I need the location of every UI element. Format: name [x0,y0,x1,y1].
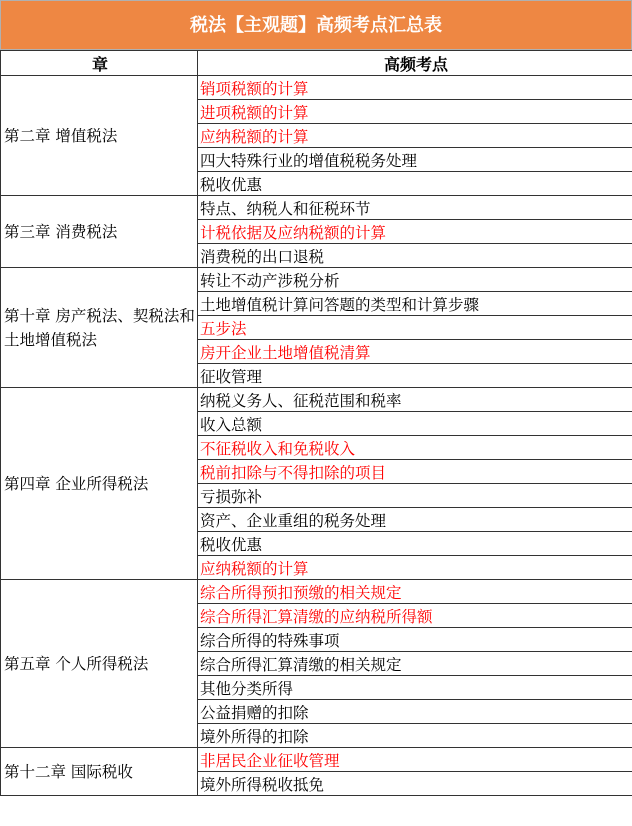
table-body [1,76,632,796]
key-point-cell: 消费税的出口退税 [198,244,632,268]
key-point-cell: 应纳税额的计算 [198,124,632,148]
key-point-cell: 进项税额的计算 [198,100,632,124]
key-point-cell: 五步法 [198,316,632,340]
key-point-cell: 公益捐赠的扣除 [198,700,632,724]
key-point-cell: 境外所得的扣除 [198,724,632,748]
table-row [1,580,632,604]
key-point-cell: 综合所得汇算清缴的相关规定 [198,652,632,676]
chapter-cell: 第二章 增值税法 [1,76,198,196]
key-point-cell: 综合所得汇算清缴的应纳税所得额 [198,604,632,628]
key-point-cell: 非居民企业征收管理 [198,748,632,772]
key-point-cell: 纳税义务人、征税范围和税率 [198,388,632,412]
key-point-cell: 综合所得预扣预缴的相关规定 [198,580,632,604]
sheet-title: 税法【主观题】高频考点汇总表 [0,0,632,50]
key-point-cell: 四大特殊行业的增值税税务处理 [198,148,632,172]
chapter-cell: 第十二章 国际税收 [1,748,198,796]
table-row [1,196,632,220]
key-point-cell: 其他分类所得 [198,676,632,700]
table-row [1,748,632,772]
header-row [1,51,632,76]
key-point-cell: 收入总额 [198,412,632,436]
chapter-cell: 第十章 房产税法、契税法和土地增值税法 [1,268,198,388]
key-point-cell: 境外所得税收抵免 [198,772,632,796]
key-point-cell: 应纳税额的计算 [198,556,632,580]
key-point-cell: 土地增值税计算问答题的类型和计算步骤 [198,292,632,316]
table-row [1,268,632,292]
key-point-cell: 不征税收入和免税收入 [198,436,632,460]
key-point-cell: 亏损弥补 [198,484,632,508]
key-point-cell: 资产、企业重组的税务处理 [198,508,632,532]
key-point-cell: 特点、纳税人和征税环节 [198,196,632,220]
chapter-cell: 第三章 消费税法 [1,196,198,268]
key-points-table [0,50,632,796]
key-point-cell: 征收管理 [198,364,632,388]
key-point-cell: 税收优惠 [198,172,632,196]
key-point-cell: 税收优惠 [198,532,632,556]
key-point-cell: 计税依据及应纳税额的计算 [198,220,632,244]
key-point-cell: 房开企业土地增值税清算 [198,340,632,364]
table-row [1,388,632,412]
chapter-cell: 第五章 个人所得税法 [1,580,198,748]
chapter-column-header: 章 [1,51,198,76]
key-point-cell: 销项税额的计算 [198,76,632,100]
table-row [1,76,632,100]
points-column-header: 高频考点 [198,51,632,76]
key-point-cell: 综合所得的特殊事项 [198,628,632,652]
key-point-cell: 转让不动产涉税分析 [198,268,632,292]
key-point-cell: 税前扣除与不得扣除的项目 [198,460,632,484]
chapter-cell: 第四章 企业所得税法 [1,388,198,580]
